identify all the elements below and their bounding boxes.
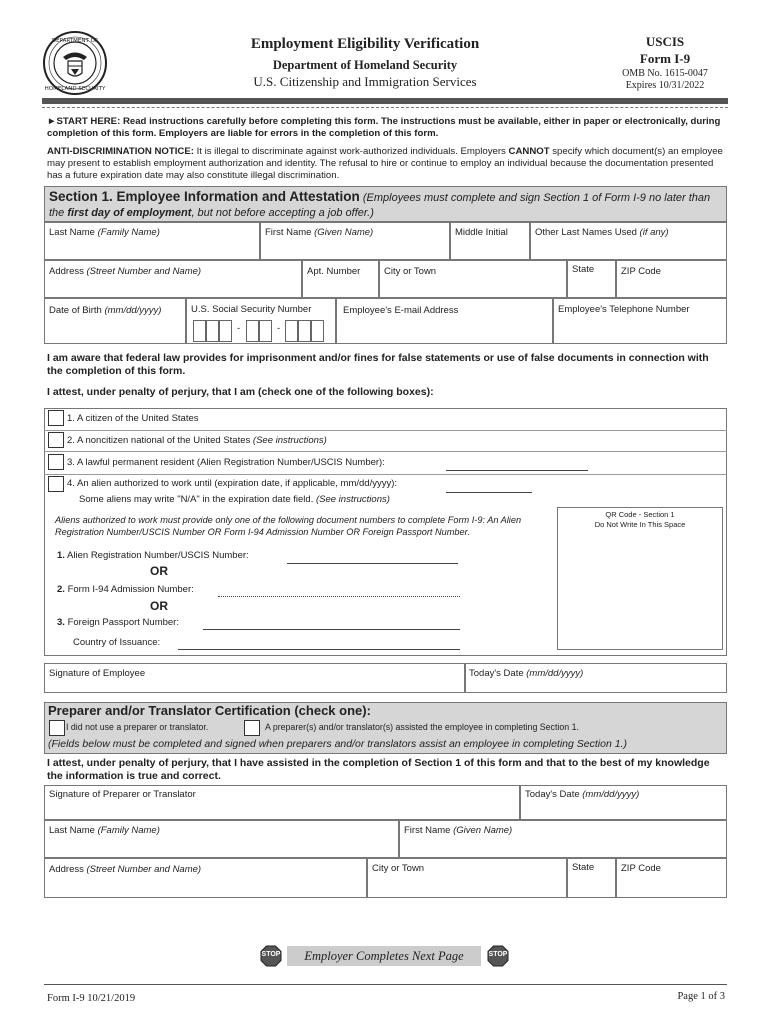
department-name: Department of Homeland Security: [272, 58, 458, 72]
ssn-digit-box[interactable]: [285, 320, 298, 342]
stop-icon: STOP: [260, 945, 282, 967]
section1-title: Section 1. Employee Information and Attestation: [49, 189, 360, 204]
uscis-label: USCIS: [645, 34, 685, 49]
employer-next-page-banner: Employer Completes Next Page: [287, 946, 481, 966]
dob-label: Date of Birth (mm/dd/yyyy): [49, 305, 162, 316]
preparer-used-checkbox[interactable]: [244, 720, 260, 736]
form-number: Form I-9: [639, 51, 691, 66]
option3-label: 3. A lawful permanent resident (Alien Registration Number/USCIS Number):: [67, 457, 385, 468]
no-preparer-label: I did not use a preparer or translator.: [66, 722, 209, 732]
apt-label: Apt. Number: [307, 266, 361, 277]
start-here-notice: ►START HERE: Read instructions carefully before completing this form. The instructions must be available, either in paper or electronically, during completion of this form. Employers are liable for errors in the completion of this form.: [47, 116, 721, 139]
anti-discrimination-notice: [47, 146, 727, 182]
preparer-date-label: Today's Date (mm/dd/yyyy): [525, 789, 640, 800]
ssn-digit-box[interactable]: [193, 320, 206, 342]
preparer-zip-label: ZIP Code: [621, 863, 661, 874]
ssn-digit-box[interactable]: [246, 320, 259, 342]
agency-name: U.S. Citizenship and Immigration Services: [253, 74, 477, 89]
awareness-statement: I am aware that federal law provides for imprisonment and/or fines for false statements or use of false documents in connection with the completion of this form.: [47, 352, 709, 377]
preparer-note: (Fields below must be completed and signed when preparers and/or translators assist an employee in completing Section 1.): [48, 738, 627, 750]
i94-number-line[interactable]: [218, 596, 460, 597]
header-divider-thin: [42, 107, 728, 108]
preparer-title: Preparer and/or Translator Certification (check one):: [48, 703, 371, 718]
ssn-digit-box[interactable]: [311, 320, 324, 342]
aliens-note: Aliens authorized to work must provide only one of the following document numbers to complete Form I-9: An Alien Registration Number/USCIS Number OR Form I-94 Admission Number OR Foreign Passport Number.: [55, 515, 522, 537]
employee-signature-label: Signature of Employee: [49, 668, 146, 679]
preparer-first-name-label: First Name (Given Name): [404, 825, 513, 836]
anti-discrimination-label: ANTI-DISCRIMINATION NOTICE:: [47, 146, 194, 157]
attest-statement: I attest, under penalty of perjury, that I am (check one of the following boxes):: [47, 386, 434, 398]
alien-number-input[interactable]: [446, 470, 588, 471]
footer-divider: [44, 984, 727, 985]
option4-label: 4. An alien authorized to work until (expiration date, if applicable, mm/dd/yyyy):: [67, 478, 398, 489]
state-label: State: [572, 264, 595, 275]
header-divider: [42, 98, 728, 104]
or-separator: OR: [150, 564, 168, 578]
preparer-state-label: State: [572, 862, 595, 873]
preparer-signature-label: Signature of Preparer or Translator: [49, 789, 196, 800]
svg-text:DEPARTMENT OF: DEPARTMENT OF: [51, 38, 99, 44]
alien-number-line[interactable]: [287, 563, 458, 564]
noncitizen-national-checkbox[interactable]: [48, 432, 64, 448]
first-name-label: First Name (Given Name): [265, 227, 374, 238]
anti-text-1: It is illegal to discriminate against work-authorized individuals. Employers: [193, 146, 509, 157]
city-label: City or Town: [384, 266, 437, 277]
anti-cannot: CANNOT: [508, 146, 550, 157]
employee-date-label: Today's Date (mm/dd/yyyy): [469, 668, 584, 679]
svg-text:HOMELAND SECURITY: HOMELAND SECURITY: [44, 86, 106, 92]
permanent-resident-checkbox[interactable]: [48, 454, 64, 470]
preparer-used-label: A preparer(s) and/or translator(s) assisted the employee in completing Section 1.: [265, 722, 579, 732]
last-name-label: Last Name (Family Name): [49, 227, 160, 238]
zip-label: ZIP Code: [621, 266, 661, 277]
i94-field-label: 2. Form I-94 Admission Number:: [57, 584, 194, 595]
omb-number: OMB No. 1615-0047: [622, 68, 708, 79]
alien-number-field-label: 1. Alien Registration Number/USCIS Number:: [57, 550, 249, 561]
section1-header: [44, 186, 727, 222]
email-label: Employee's E-mail Address: [343, 305, 459, 316]
ssn-digit-box[interactable]: [219, 320, 232, 342]
section1-note-2: , but not before accepting a job offer.): [191, 207, 374, 219]
preparer-address-label: Address (Street Number and Name): [49, 864, 202, 875]
divider: [44, 451, 727, 452]
alien-authorized-checkbox[interactable]: [48, 476, 64, 492]
ssn-digit-box[interactable]: [206, 320, 219, 342]
form-title: Employment Eligibility Verification: [250, 36, 480, 52]
country-line[interactable]: [178, 649, 460, 650]
divider: [44, 430, 727, 431]
ssn-label: U.S. Social Security Number: [191, 304, 312, 315]
qr-code-note: QR Code - Section 1 Do Not Write In This Space: [594, 510, 686, 529]
footer-form-id: Form I-9 10/21/2019: [47, 993, 136, 1004]
expiration-date: Expires 10/31/2022: [625, 80, 705, 91]
middle-initial-label: Middle Initial: [455, 227, 508, 238]
dhs-seal: [42, 30, 108, 96]
other-last-names-label: Other Last Names Used (if any): [535, 227, 669, 238]
passport-field-label: 3. Foreign Passport Number:: [57, 617, 179, 628]
footer-page-number: Page 1 of 3: [677, 991, 725, 1002]
country-label: Country of Issuance:: [73, 637, 161, 648]
divider: [44, 474, 727, 475]
no-preparer-checkbox[interactable]: [49, 720, 65, 736]
address-label: Address (Street Number and Name): [49, 266, 202, 277]
citizen-checkbox[interactable]: [48, 410, 64, 426]
preparer-last-name-label: Last Name (Family Name): [49, 825, 160, 836]
ssn-dash: -: [237, 323, 241, 334]
preparer-city-label: City or Town: [372, 863, 425, 874]
expiration-date-input[interactable]: [446, 492, 532, 493]
ssn-digit-box[interactable]: [298, 320, 311, 342]
stop-icon: STOP: [487, 945, 509, 967]
phone-label: Employee's Telephone Number: [558, 304, 690, 315]
section1-note-1: (Employees must complete and sign Section 1 of Form I-9 no later than the: [49, 192, 711, 219]
option2-label: 2. A noncitizen national of the United States (See instructions): [67, 435, 327, 446]
ssn-dash: -: [277, 323, 281, 334]
option1-label: 1. A citizen of the United States: [67, 413, 199, 424]
preparer-attest: I attest, under penalty of perjury, that I have assisted in the completion of Section 1 of this form and that to the best of my knowledge the information is true and correct.: [47, 757, 710, 782]
section1-note-bold: first day of employment: [67, 207, 192, 219]
anti-text-2: specify which document(s) an employee may present to establish employment authorization and identity. The refusal to hire or continue to employ an individual because the documentation presented has a future expiration date may also constitute illegal discrimination.: [47, 146, 723, 181]
ssn-digit-box[interactable]: [259, 320, 272, 342]
option4-sub: Some aliens may write "N/A" in the expiration date field. (See instructions): [79, 494, 390, 505]
passport-number-line[interactable]: [203, 629, 460, 630]
or-separator: OR: [150, 599, 168, 613]
